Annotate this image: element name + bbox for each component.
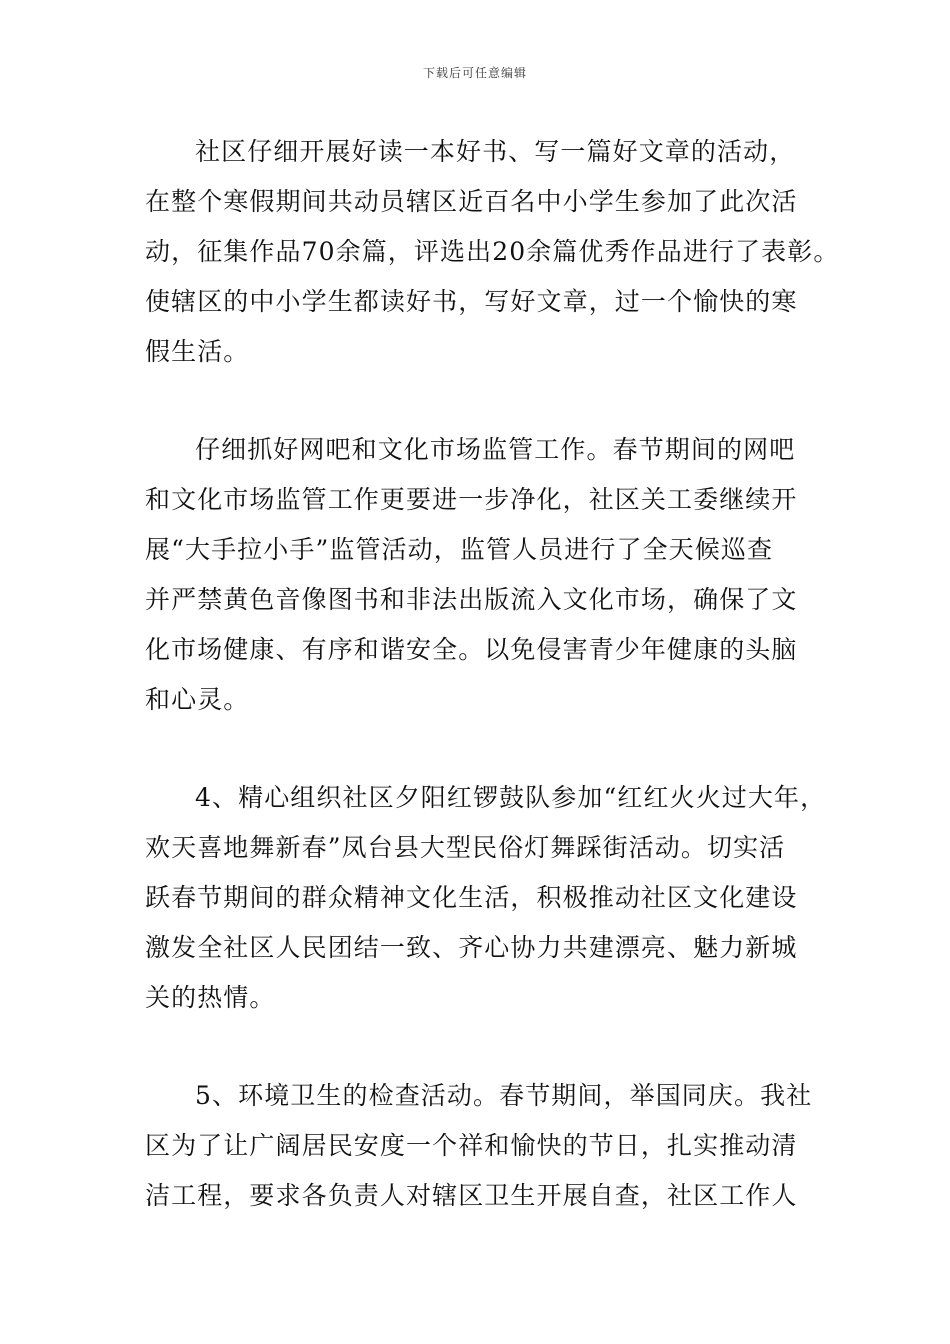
paragraph-internet-cafe-supervision [145,425,835,725]
text-line: 仔细抓好网吧和文化市场监管工作。春节期间的网吧 [195,435,796,464]
paragraph-sanitation-inspection [145,1071,835,1221]
text-line: 化市场健康、有序和谐安全。以免侵害青少年健康的头脑 [145,635,798,664]
text-line: 跃春节期间的群众精神文化生活，积极推动社区文化建设 [145,883,798,912]
text-line: 5、环境卫生的检查活动。春节期间，举国同庆。我社 [195,1081,813,1110]
text-line: 使辖区的中小学生都读好书，写好文章，过一个愉快的寒 [145,287,798,316]
text-line: 并严禁黄色音像图书和非法出版流入文化市场，确保了文 [145,585,798,614]
text-line: 欢天喜地舞新春”凤台县大型民俗灯舞踩街活动。切实活 [145,833,786,862]
text-line: 假生活。 [145,337,250,366]
page-header: 下载后可任意编辑 [422,66,527,80]
text-line: 洁工程，要求各负责人对辖区卫生开展自查，社区工作人 [145,1181,798,1210]
text-line: 在整个寒假期间共动员辖区近百名中小学生参加了此次活 [145,187,798,216]
paragraph-gong-drum-team [145,773,835,1023]
paragraph-reading-activity [145,127,840,377]
text-line: 激发全社区人民团结一致、齐心协力共建漂亮、魅力新城 [145,933,798,962]
text-line: 动，征集作品70余篇，评选出20余篇优秀作品进行了表彰。 [145,237,840,266]
text-line: 4、精心组织社区夕阳红锣鼓队参加“红红火火过大年， [195,783,827,812]
text-line: 关的热情。 [145,983,276,1012]
text-line: 和心灵。 [145,685,250,714]
text-line: 社区仔细开展好读一本好书、写一篇好文章的活动， [195,137,796,166]
text-line: 展“大手拉小手”监管活动，监管人员进行了全天候巡查 [145,535,774,564]
text-line: 区为了让广阔居民安度一个祥和愉快的节日，扎实推动清 [145,1131,798,1160]
document-body [145,127,840,1269]
text-line: 和文化市场监管工作更要进一步净化，社区关工委继续开 [145,485,798,514]
